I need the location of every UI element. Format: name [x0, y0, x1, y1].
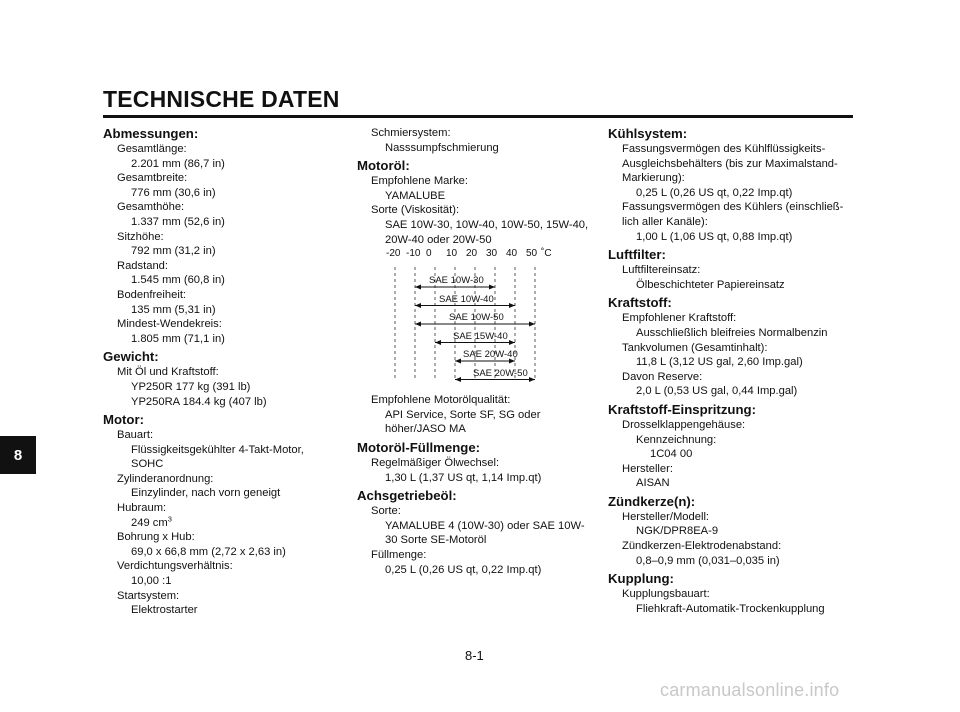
spec-value: 1.805 mm (71,1 in)	[131, 332, 225, 345]
title-rule	[103, 115, 853, 118]
spec-label: Verdichtungsverhältnis:	[117, 560, 233, 573]
page-title: TECHNISCHE DATEN	[103, 86, 340, 112]
spec-value: 0,25 L (0,26 US qt, 0,22 Imp.qt)	[385, 563, 542, 576]
hubraum-value: 249 cm	[131, 516, 168, 529]
spec-value: YAMALUBE 4 (10W-30) oder SAE 10W-	[385, 519, 585, 532]
spec-value: 1C04 00	[650, 448, 693, 461]
spec-text: lich aller Kanäle):	[622, 215, 708, 228]
column-1	[103, 126, 318, 618]
spec-value	[103, 513, 318, 531]
section-heading-kraftstoff: Kraftstoff:	[608, 295, 672, 311]
spec-label: Kupplungsbauart:	[622, 588, 710, 601]
oil-range-arrowhead	[415, 303, 421, 308]
spec-value: 135 mm (5,31 in)	[131, 303, 216, 316]
column-3	[608, 126, 854, 616]
temp-unit-label: ˚C	[541, 248, 552, 260]
section-heading-kupplung: Kupplung:	[608, 571, 674, 587]
spec-label: Mit Öl und Kraftstoff:	[117, 366, 219, 379]
spec-value: 1.337 mm (52,6 in)	[131, 215, 225, 228]
oil-range-arrowhead	[435, 340, 441, 345]
spec-label: Regelmäßiger Ölwechsel:	[371, 456, 500, 469]
spec-value: 792 mm (31,2 in)	[131, 245, 216, 258]
temp-tick-label: -20	[386, 248, 401, 260]
spec-label: Luftfiltereinsatz:	[622, 264, 701, 277]
spec-label: Hubraum:	[117, 502, 167, 515]
section-heading-kuehlsystem: Kühlsystem:	[608, 126, 688, 141]
spec-value: Ölbeschichteter Papiereinsatz	[636, 278, 785, 291]
spec-label: Gesamtbreite:	[117, 172, 188, 185]
spec-label: Tankvolumen (Gesamtinhalt):	[622, 341, 768, 354]
spec-value: Fliehkraft-Automatik-Trockenkupplung	[636, 602, 825, 615]
viscosity-chart	[377, 248, 577, 383]
spec-label: Füllmenge:	[371, 548, 427, 561]
temp-tick-label: 30	[486, 248, 498, 260]
spec-text: Fassungsvermögen des Kühlers (einschließ-	[622, 201, 844, 214]
spec-value: YAMALUBE	[385, 189, 446, 202]
spec-value: Nasssumpfschmierung	[385, 141, 499, 154]
spec-value: NGK/DPR8EA-9	[636, 525, 719, 538]
temp-tick-label: 10	[446, 248, 458, 260]
spec-label: Hersteller/Modell:	[622, 510, 710, 523]
section-heading-einspritzung: Kraftstoff-Einspritzung:	[608, 401, 756, 417]
section-heading-luftfilter: Luftfilter:	[608, 247, 666, 263]
section-heading-gewicht: Gewicht:	[103, 349, 159, 365]
temp-tick-label: 0	[426, 248, 432, 260]
spec-label: Zylinderanordnung:	[117, 472, 214, 485]
oil-range-arrowhead	[509, 340, 515, 345]
spec-label: Schmiersystem:	[371, 127, 451, 139]
spec-value: 20W-40 oder 20W-50	[385, 233, 492, 246]
chapter-tab: 8	[0, 436, 36, 474]
spec-value: 2.201 mm (86,7 in)	[131, 157, 225, 170]
oil-range-arrowhead	[489, 285, 495, 290]
oil-range-label: SAE 20W-50	[473, 367, 528, 379]
spec-label: Empfohlener Kraftstoff:	[622, 312, 737, 325]
page-number: 8-1	[465, 648, 484, 663]
section-heading-achsgetriebe: Achsgetriebeöl:	[357, 488, 457, 504]
spec-text: Fassungsvermögen des Kühlflüssigkeits-	[622, 143, 826, 155]
temp-tick-label: -10	[406, 248, 421, 260]
spec-label: Bodenfreiheit:	[117, 288, 187, 301]
spec-label: Empfohlene Marke:	[371, 175, 469, 188]
spec-value: Ausschließlich bleifreies Normalbenzin	[636, 326, 828, 339]
section-heading-fuellmenge: Motoröl-Füllmenge:	[357, 439, 481, 455]
section-heading-abmessungen: Abmessungen:	[103, 126, 199, 141]
oil-range-arrowhead	[415, 285, 421, 290]
spec-value: 0,25 L (0,26 US qt, 0,22 Imp.qt)	[636, 186, 793, 199]
spec-label: Gesamthöhe:	[117, 201, 185, 214]
spec-label: Sorte:	[371, 505, 401, 518]
spec-label: Kennzeichnung:	[636, 433, 717, 446]
oil-range-arrowhead	[455, 377, 461, 382]
temp-tick-label: 40	[506, 248, 518, 260]
spec-value: SOHC	[131, 458, 164, 471]
oil-range-label: SAE 20W-40	[463, 349, 518, 361]
oil-range-label: SAE 10W-50	[449, 312, 504, 324]
spec-text: Markierung):	[622, 172, 685, 185]
spec-label: Radstand:	[117, 259, 168, 272]
spec-label: Bauart:	[117, 429, 154, 442]
spec-value: Einzylinder, nach vorn geneigt	[131, 487, 281, 500]
spec-label: Empfohlene Motorölqualität:	[371, 394, 511, 407]
spec-label: Mindest-Wendekreis:	[117, 318, 222, 331]
spec-text: Ausgleichsbehälters (bis zur Maximalstand-	[622, 157, 838, 170]
spec-value: 1,00 L (1,06 US qt, 0,88 Imp.qt)	[636, 230, 793, 243]
watermark: carmanualsonline.info	[660, 680, 840, 700]
spec-label: Sitzhöhe:	[117, 230, 164, 243]
oil-range-arrowhead	[529, 322, 535, 327]
spec-value: 1.545 mm (60,8 in)	[131, 274, 225, 287]
oil-range-arrowhead	[529, 377, 535, 382]
temp-tick-label: 50	[526, 248, 538, 260]
spec-value: 11,8 L (3,12 US gal, 2,60 Imp.gal)	[636, 356, 803, 369]
column-2	[357, 126, 599, 577]
spec-label: Gesamtlänge:	[117, 143, 187, 155]
temp-tick-label: 20	[466, 248, 478, 260]
section-heading-motor: Motor:	[103, 412, 145, 428]
spec-value: Elektrostarter	[131, 604, 198, 617]
spec-label: Hersteller:	[622, 462, 673, 475]
oil-range-label: SAE 10W-30	[429, 275, 484, 287]
spec-label: Drosselklappengehäuse:	[622, 418, 746, 431]
spec-value: YP250R 177 kg (391 lb)	[131, 380, 251, 393]
spec-label: Bohrung x Hub:	[117, 531, 195, 544]
oil-range-arrowhead	[455, 359, 461, 364]
spec-value: 30 Sorte SE-Motoröl	[385, 534, 487, 547]
spec-value: Flüssigkeitsgekühlter 4-Takt-Motor,	[131, 443, 304, 456]
spec-value: SAE 10W-30, 10W-40, 10W-50, 15W-40,	[385, 218, 589, 231]
oil-range-arrowhead	[415, 322, 421, 327]
spec-label: Zündkerzen-Elektrodenabstand:	[622, 540, 782, 553]
spec-value: 2,0 L (0,53 US gal, 0,44 Imp.gal)	[636, 385, 798, 398]
spec-label: Davon Reserve:	[622, 370, 703, 383]
oil-range-label: SAE 15W-40	[453, 330, 508, 342]
section-heading-motoroel: Motoröl:	[357, 158, 410, 174]
spec-value: AISAN	[636, 477, 670, 490]
oil-range-arrowhead	[509, 303, 515, 308]
spec-value: 0,8–0,9 mm (0,031–0,035 in)	[636, 554, 780, 567]
superscript: 3	[167, 513, 172, 523]
spec-value: 776 mm (30,6 in)	[131, 186, 216, 199]
oil-range-label: SAE 10W-40	[439, 293, 494, 305]
spec-label: Startsystem:	[117, 589, 180, 602]
spec-value: YP250RA 184.4 kg (407 lb)	[131, 395, 267, 408]
spec-label: Sorte (Viskosität):	[371, 204, 460, 217]
section-heading-zuendkerze: Zündkerze(n):	[608, 493, 696, 509]
spec-value: 69,0 x 66,8 mm (2,72 x 2,63 in)	[131, 545, 286, 558]
spec-value: 1,30 L (1,37 US qt, 1,14 Imp.qt)	[385, 471, 542, 484]
spec-value: API Service, Sorte SF, SG oder	[385, 408, 541, 421]
spec-value: 10,00 :1	[131, 575, 172, 588]
spec-value: höher/JASO MA	[385, 423, 466, 436]
